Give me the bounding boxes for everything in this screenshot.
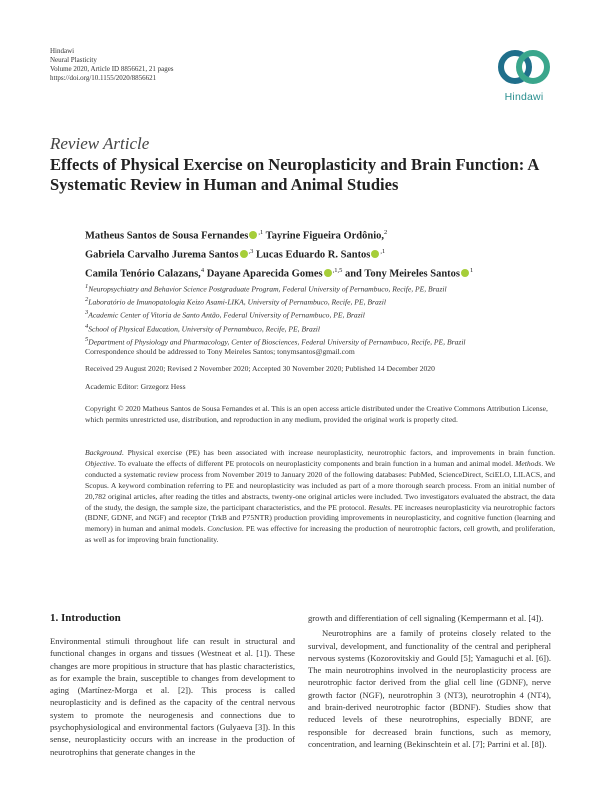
copyright-notice: Copyright © 2020 Matheus Santos de Sousa Fernandes et al. This is an open access article distributed under the Creative Commons Attribution License, which permits unrestricted use, distribution, and reproduction in any medium, provided the original work is properly cited.	[85, 404, 548, 424]
affiliation-text: School of Physical Education, University of Pernambuco, Recife, PE, Brazil	[88, 324, 321, 334]
author-affil-ref: 4	[200, 267, 205, 274]
abstract-label-background: Background	[85, 448, 122, 457]
abstract-label-methods: Methods	[515, 458, 542, 468]
hindawi-logo[interactable]	[494, 47, 554, 105]
affiliation-item	[85, 295, 565, 308]
body-paragraph: Environmental stimuli throughout life can result in structural and functional changes in organs and tissues (Westneat et al. [1]). These changes are more propitious in structure that has plastic characteristics, as for example the brain, susceptible to changes from development to aging (Martínez-Morga et al. [2]). This process is called neuroplasticity and is defined as the capacity of the central nervous system to promote the neurogenesis and connections due to psychophysiological and environmental factors (Gulyaeva [3]). In this sense, neuroplasticity occurs with an increase in the production of neurotrophins that generate changes in the	[50, 636, 295, 757]
author-name[interactable]: Camila Tenório Calazans,	[85, 268, 201, 280]
author-affil-ref: 2	[384, 229, 388, 236]
orcid-icon[interactable]	[324, 269, 332, 277]
abstract-conclusion: . PE was effective for increasing the production of neurotrophic factors, cell growth, and proliferation, as well as for improving brain functionality.	[85, 524, 555, 545]
affiliation-item	[85, 322, 565, 335]
section-heading: 1. Introduction	[50, 612, 121, 624]
publisher-name: Hindawi	[50, 47, 75, 55]
orcid-icon[interactable]	[461, 269, 469, 277]
author-name[interactable]: and Tony Meireles Santos	[342, 268, 460, 280]
author-name[interactable]: Lucas Eduardo R. Santos	[253, 249, 371, 261]
author-affil-ref: ,1	[380, 248, 386, 255]
abstract	[85, 448, 555, 546]
author-affil-ref: ,3	[248, 248, 254, 255]
author-name[interactable]: Matheus Santos de Sousa Fernandes	[85, 230, 249, 242]
abstract-label-results: Results	[368, 502, 391, 512]
body-paragraph: Neurotrophins are a family of proteins closely related to the survival, development, and functionality of the central and peripheral nervous systems (Kozorovitskiy and Gould [5]; Yamaguchi et al. [6]). The main neurotrophins involved in the neuroplasticity process are neurotrophic factor derived from the glial cell line (GDNF), nerve growth factor (NGF), neurotrophin 3 (NT3), neurotrophin 4 (NT4), and brain-derived neurotrophic factor (BDNF). Studies show that reduced levels of these neurotrophins, especially BDNF, are responsible for decreased brain functions, such as memory, concentration, and learning (Bekinschtein et al. [7]; Parrini et al. [8]).	[308, 628, 551, 749]
author-name[interactable]: Dayane Aparecida Gomes	[204, 268, 323, 280]
body-column-left	[50, 635, 295, 758]
academic-editor: Academic Editor: Grzegorz Hess	[85, 382, 186, 391]
article-title: Effects of Physical Exercise on Neuroplasticity and Brain Function: A Systematic Review in Human and Animal Studies	[50, 155, 539, 194]
affiliation-number: 2	[85, 296, 89, 304]
affiliation-text: Laboratório de Imunopatologia Keizo Asami-LIKA, University of Pernambuco, Recife, PE, Brazil	[88, 297, 386, 307]
abstract-objective: . To evaluate the effects of different PE protocols on neuroplasticity components and brain function in a human and animal model.	[114, 458, 516, 468]
author-line-1	[85, 225, 565, 244]
affiliation-text: Neuropsychiatry and Behavior Science Postgraduate Program, Federal University of Pernambuco, Recife, PE, Brazil	[88, 284, 447, 294]
abstract-results: . PE increases neuroplasticity via neurotrophic factors (BDNF, GDNF, and NGF) and receptor (TrkB and P75NTR) production providing improvements in neuroplasticity, and cognitive function (learning and memory) in human and animal models.	[85, 502, 555, 534]
affiliation-number: 1	[85, 283, 89, 290]
affiliation-item	[85, 282, 565, 295]
author-name[interactable]: Gabriela Carvalho Jurema Santos	[85, 249, 239, 261]
author-line-2	[85, 244, 565, 263]
author-list	[85, 225, 565, 282]
affiliation-list	[85, 282, 565, 348]
publication-dates: Received 29 August 2020; Revised 2 November 2020; Accepted 30 November 2020; Published 14 December 2020	[85, 364, 435, 373]
affiliation-text: Department of Physiology and Pharmacology, Center of Biosciences, Federal University of Pernambuco, Recife, PE, Brazil	[88, 337, 466, 347]
author-affil-ref: 1	[470, 267, 474, 274]
body-column-right	[308, 612, 551, 750]
affiliation-number: 5	[85, 335, 89, 343]
journal-name: Neural Plasticity	[50, 56, 97, 64]
body-paragraph: growth and differentiation of cell signaling (Kempermann et al. [4]).	[308, 613, 544, 623]
orcid-icon[interactable]	[371, 250, 379, 258]
abstract-background: . Physical exercise (PE) has been associated with increase neuroplasticity, neurotrophic factors, and improvements in brain function.	[121, 448, 555, 457]
hindawi-logo-icon	[496, 47, 552, 87]
orcid-icon[interactable]	[240, 250, 248, 258]
article-type: Review Article	[50, 134, 150, 153]
author-affil-ref: ,1	[258, 229, 264, 236]
affiliation-item	[85, 308, 565, 321]
volume-info: Volume 2020, Article ID 8856621, 21 pages	[50, 65, 174, 73]
affiliation-number: 4	[85, 322, 89, 330]
abstract-methods: . We conducted a systematic review process from November 2019 to January 2020 of the following databases: PubMed, ScienceDirect, SciELO, LILACS, and Scopus. A keyword combination referring to PE and neuroplasticity was included as part of a more thorough search process. From an initial number of 20,782 original articles, after reading the titles and abstracts, twenty-one original articles were included. Two investigators evaluated the abstract, the data of the study, the design, the sample size, the participant characteristics, and the PE protocol.	[85, 458, 555, 512]
author-affil-ref: ,1,5	[332, 267, 343, 274]
affiliation-number: 3	[85, 309, 89, 317]
abstract-label-conclusion: Conclusion	[207, 524, 242, 534]
author-name[interactable]: Tayrine Figueira Ordônio,	[263, 230, 385, 242]
correspondence: Correspondence should be addressed to Tony Meireles Santos; tonymsantos@gmail.com	[85, 347, 355, 356]
orcid-icon[interactable]	[249, 231, 257, 239]
journal-meta	[50, 47, 174, 83]
author-line-3	[85, 263, 565, 282]
doi-link[interactable]: https://doi.org/10.1155/2020/8856621	[50, 74, 157, 82]
logo-text: Hindawi	[504, 91, 544, 103]
abstract-label-objective: Objective	[85, 458, 115, 468]
affiliation-text: Academic Center of Vitoria de Santo Antão, Federal University of Pernambuco, PE, Brazil	[88, 311, 365, 320]
